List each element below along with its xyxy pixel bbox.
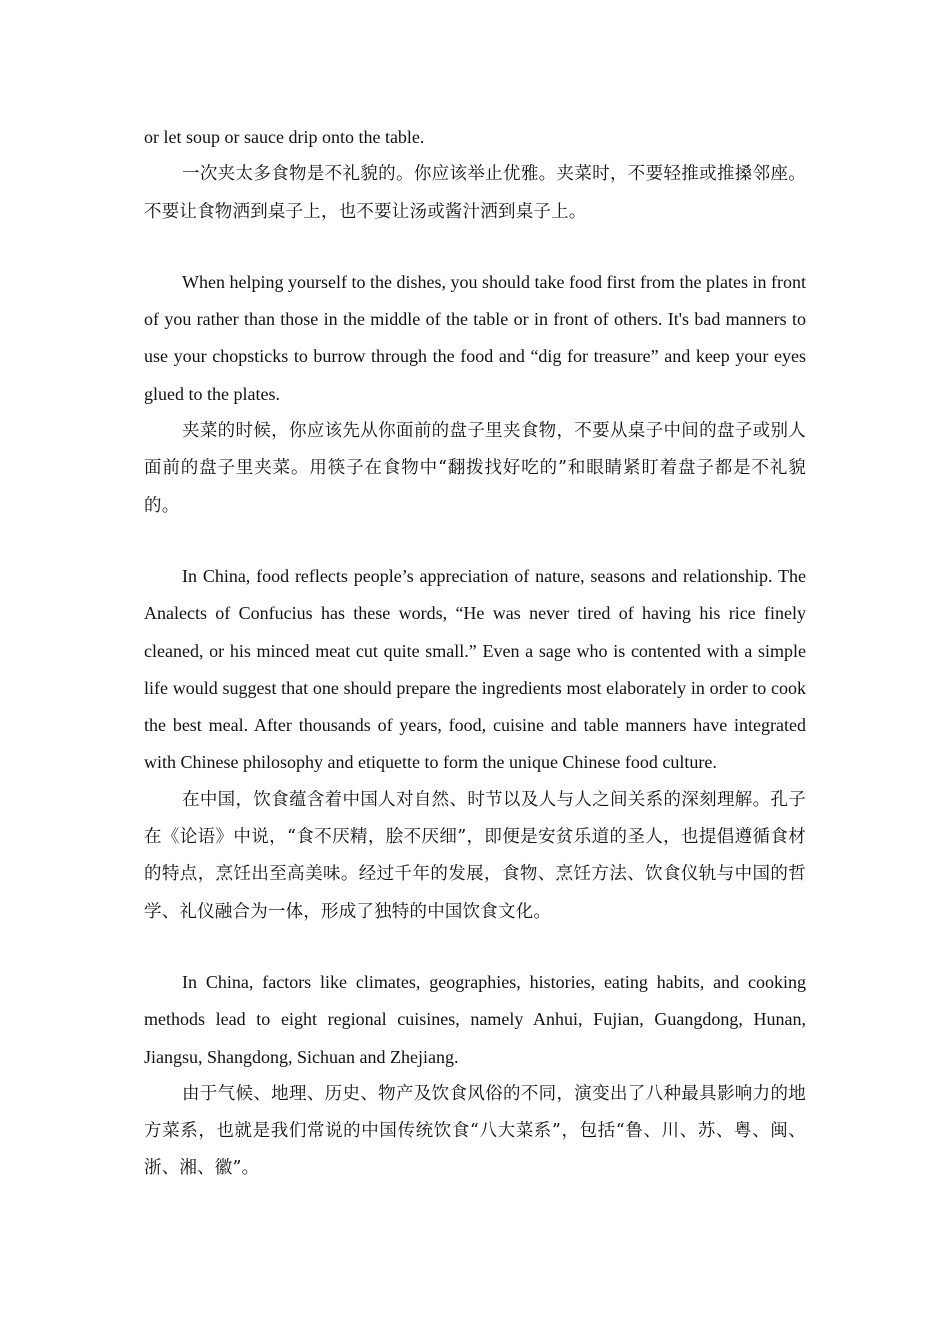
paragraph-zh-1: 一次夹太多食物是不礼貌的。你应该举止优雅。夹菜时，不要轻推或推搡邻座。不要让食物洒到桌子上，也不要让汤或酱汁洒到桌子上。 bbox=[144, 164, 806, 222]
paragraph-zh-2: 夹菜的时候，你应该先从你面前的盘子里夹食物，不要从桌子中间的盘子或别人面前的盘子里夹菜。用筷子在食物中“翻拨找好吃的”和眼睛紧盯着盘子都是不礼貌的。 bbox=[144, 421, 806, 516]
paragraph-gap bbox=[144, 525, 806, 558]
paragraph-en-2: When helping yourself to the dishes, you should take food first from the plates in front of you rather than those in the middle of the table or in front of others. It's bad manners to use your chopsticks to burrow through the food and “dig for treasure” and keep your eyes glued to the plates. bbox=[144, 271, 806, 404]
paragraph-zh-4: 由于气候、地理、历史、物产及饮食风俗的不同，演变出了八种最具影响力的地方菜系，也就是我们常说的中国传统饮食“八大菜系”，包括“鲁、川、苏、粤、闽、浙、湘、徽”。 bbox=[144, 1083, 806, 1179]
paragraph-gap bbox=[144, 231, 806, 264]
paragraph-gap bbox=[144, 931, 806, 964]
document-page bbox=[144, 119, 806, 1188]
paragraph-en-4: In China, factors like climates, geographies, histories, eating habits, and cooking methods lead to eight regional cuisines, namely Anhui, Fujian, Guangdong, Hunan, Jiangsu, Shangdong, Sichuan and Zhejiang. bbox=[144, 971, 806, 1067]
paragraph-zh-3: 在中国，饮食蕴含着中国人对自然、时节以及人与人之间关系的深刻理解。孔子在《论语》中说，“食不厌精，脍不厌细”，即便是安贫乐道的圣人，也提倡遵循食材的特点，烹饪出至高美味。经过千年的发展，食物、烹饪方法、饮食仪轨与中国的哲学、礼仪融合为一体，形成了独特的中国饮食文化。 bbox=[144, 789, 806, 922]
paragraph-en-3: In China, food reflects people’s appreciation of nature, seasons and relationship. The Analects of Confucius has these words, “He was never tired of having his rice finely cleaned, or his minced meat cut quite small.” Even a sage who is contented with a simple life would suggest that one should prepare the ingredients most elaborately in order to cook the best meal. After thousands of years, food, cuisine and table manners have integrated with Chinese philosophy and etiquette to form the unique Chinese food culture. bbox=[144, 565, 806, 773]
paragraph-en-1-tail: or let soup or sauce drip onto the table. bbox=[144, 127, 425, 147]
